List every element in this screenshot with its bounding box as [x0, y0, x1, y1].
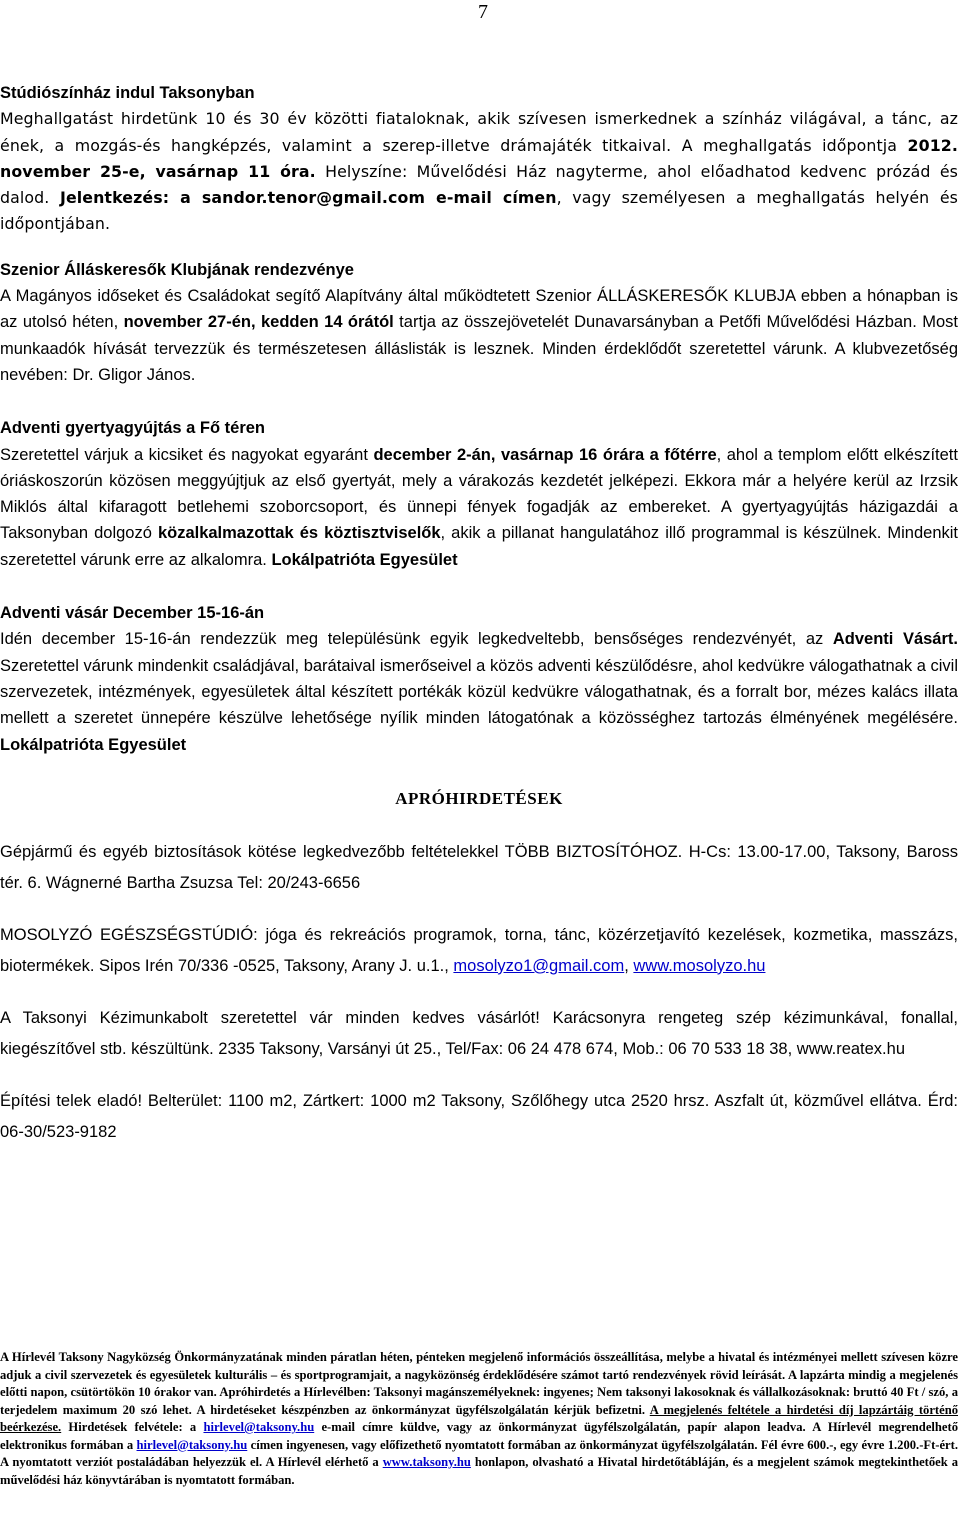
article-text: Idén december 15-16-án rendezzük meg településünk egyik legkedveltebb, bensőséges rendezvényét, az	[0, 630, 833, 649]
article-text: tartja az összejövetelét Dunavarsányban a Petőfi Művelődési Házban. Most munkaadók hívását tervezzük és természetesen álláslisták is lesznek. Minden érdeklődőt szeretettel várunk. A klubvezetőség nevében: Dr. Gligor János.	[0, 313, 958, 384]
article-date: 2012. november 25-e, vasárnap 11 óra.	[0, 135, 958, 181]
article-date: november 27-én, kedden 14 órától	[123, 313, 394, 332]
article-studio-theatre	[0, 80, 958, 238]
footer-website-link[interactable]: www.taksony.hu	[382, 1455, 471, 1469]
footer-text: Hirdetések felvétele: a	[61, 1420, 204, 1434]
footer-email-link[interactable]: hirlevel@taksony.hu	[136, 1437, 248, 1452]
article-advent-fair	[0, 600, 958, 758]
newsletter-footer	[0, 1349, 958, 1489]
email-link[interactable]: mosolyzo1@gmail.com	[453, 956, 625, 975]
article-text: A Magányos időseket és Családokat segítő Alapítvány által működtetett Szenior ÁLLÁSKERESŐK KLUBJA ebben a hónapban is az utolsó héten,	[0, 287, 958, 332]
article-highlight: közalkalmazottak és köztisztviselők	[157, 524, 441, 543]
newsletter-content	[0, 80, 958, 1148]
article-title: Adventi gyertyagyújtás a Fő téren	[0, 419, 265, 438]
classified-insurance: Gépjármű és egyéb biztosítások kötése legkedvezőbb feltételekkel TÖBB BIZTOSÍTÓHOZ. H-Cs: 13.00-17.00, Taksony, Baross tér. 6. Wágnerné Bartha Zsuzsa Tel: 20/243-6656	[0, 842, 958, 892]
separator: ,	[624, 956, 634, 975]
article-title: Stúdiószínház indul Taksonyban	[0, 84, 255, 102]
article-signature: Lokálpatrióta Egyesület	[0, 735, 187, 754]
footer-text: címen ingyenesen, vagy előfizethető nyomtatott formában az önkormányzat ügyfélszolgálatán. Fél évre 600.-, egy évre 1.200.-Ft-ért. A nyomtatott verziót postaládában helyezzük el. A Hírlevél elérhető a	[0, 1437, 958, 1469]
article-text: Szeretettel várunk mindenkit családjával, barátaival ismerőseivel a közös adventi készülődésre, ahol kedvükre válogathatnak a civil szervezetek, intézmények, egyesületek által készített portékák közül kedvükre válogathatnak, és a forralt bor, mézes kalács illata mellett a szeretet ünnepére készülve lehetősége nyílik minden látogatónak a közösséghez tartozás élményének megélésére.	[0, 656, 958, 728]
classified-health-studio	[0, 920, 958, 982]
article-text: Helyszíne: Művelődési Ház nagyterme, ahol előadhatod kedvenc prózád és dalod.	[0, 161, 958, 208]
classified-text: MOSOLYZÓ EGÉSZSÉGSTÚDIÓ: jóga és rekreációs programok, torna, tánc, közérzetjavító kezelések, kozmetika, masszázs, biotermékek. Sipos Irén 70/336 -0525, Taksony, Arany J. u.1.,	[0, 925, 958, 975]
article-text: , vagy személyesen a meghallgatás helyén és időpontjában.	[0, 188, 958, 234]
footer-text: e-mail címre küldve, vagy az önkormányzat ügyfélszolgálatán, papír alapon leadva. A Hírlevél megrendelhető elektronikus formában a	[0, 1420, 958, 1452]
classified-handcraft-shop: A Taksonyi Kézimunkabolt szeretettel vár minden kedves vásárlót! Karácsonyra rengeteg szép kézimunkával, fonallal, kiegészítővel stb. készültünk. 2335 Taksony, Varsányi út 25., Tel/Fax: 06 24 478 674, Mob.: 06 70 533 18 38, www.reatex.hu	[0, 1008, 958, 1058]
article-signature: Lokálpatrióta Egyesület	[271, 550, 458, 569]
article-title: Szenior Álláskeresők Klubjának rendezvénye	[0, 260, 354, 279]
article-highlight: Adventi Vásárt.	[832, 630, 958, 649]
article-contact: Jelentkezés: a sandor.tenor@gmail.com e-mail címen	[59, 188, 557, 208]
article-date: december 2-án, vasárnap 16 órára a főtérre	[373, 445, 717, 464]
website-link[interactable]: www.mosolyzo.hu	[633, 956, 766, 975]
footer-email-link[interactable]: hirlevel@taksony.hu	[203, 1420, 315, 1434]
article-text: Szeretettel várjuk a kicsiket és nagyokat egyaránt	[0, 445, 374, 464]
article-advent-candle	[0, 415, 958, 573]
article-text: , ahol a templom előtt elkészített óriáskoszorún közösen meggyújtjuk az első gyertyát, mely a várakozás kezdetét jelképezi. Ekkora már a helyére kerül az Irzsik Miklós által kifaragott betlehemi szoborcsoport, és ünnepi fények fogadják az embereket. A gyertyagyújtás házigazdái a Taksonyban dolgozó	[0, 445, 958, 543]
footer-text: A Hírlevél Taksony Nagyközség Önkormányzatának minden páratlan héten, pénteken megjelenő információs összeállítása, melybe a hivatal és intézményei mellett szívesen közre adjuk a civil szervezetek és egyesületek kulturális – és sportprogramjait, a nagyközönség érdeklődésére számot tartó rendezvények rövid leírását. A lapzárta mindig a megjelenés előtti napon, csütörtökön 10 órakor van. Apróhirdetés a Hírlevélben: Taksonyi magánszemélyeknek: ingyenes; Nem taksonyi lakosoknak és vállalkozásoknak: bruttó 40 Ft / szó, a terjedelem maximum 20 szó lehet. A hirdetéseket készpénzben az önkormányzat ügyfélszolgálatán kérjük befizetni.	[0, 1350, 958, 1417]
page-number: 7	[478, 1, 488, 23]
classifieds-title: APRÓHIRDETÉSEK	[395, 788, 563, 808]
article-title: Adventi vásár December 15-16-án	[0, 604, 265, 623]
classified-plot-sale: Építési telek eladó! Belterület: 1100 m2, Zártkert: 1000 m2 Taksony, Szőlőhegy utca 2520 hrsz. Aszfalt út, közművel ellátva. Érd: 06-30/523-9182	[0, 1091, 958, 1141]
footer-text: honlapon, olvasható a Hivatal hirdetőtábláján, és a megjelent számok megtekinthetőek a művelődési ház könyvtárában is nyomtatott formában.	[0, 1455, 959, 1487]
footer-condition: A megjelenés feltétele a hirdetési díj lapzártáig történő beérkezése.	[0, 1402, 958, 1434]
article-text: , akik a pillanat hangulatához illő programmal is készülnek. Mindenkit szeretettel várunk erre az alkalomra.	[0, 524, 959, 569]
article-senior-jobseekers	[0, 257, 958, 388]
article-text: Meghallgatást hirdetünk 10 és 30 év közötti fiataloknak, akik szívesen ismerkednek a színház világával, a tánc, az ének, a mozgás-és hangképzés, valamint a szerep-illetve drámajáték titkaival. A meghallgatás időpontja	[0, 109, 958, 155]
